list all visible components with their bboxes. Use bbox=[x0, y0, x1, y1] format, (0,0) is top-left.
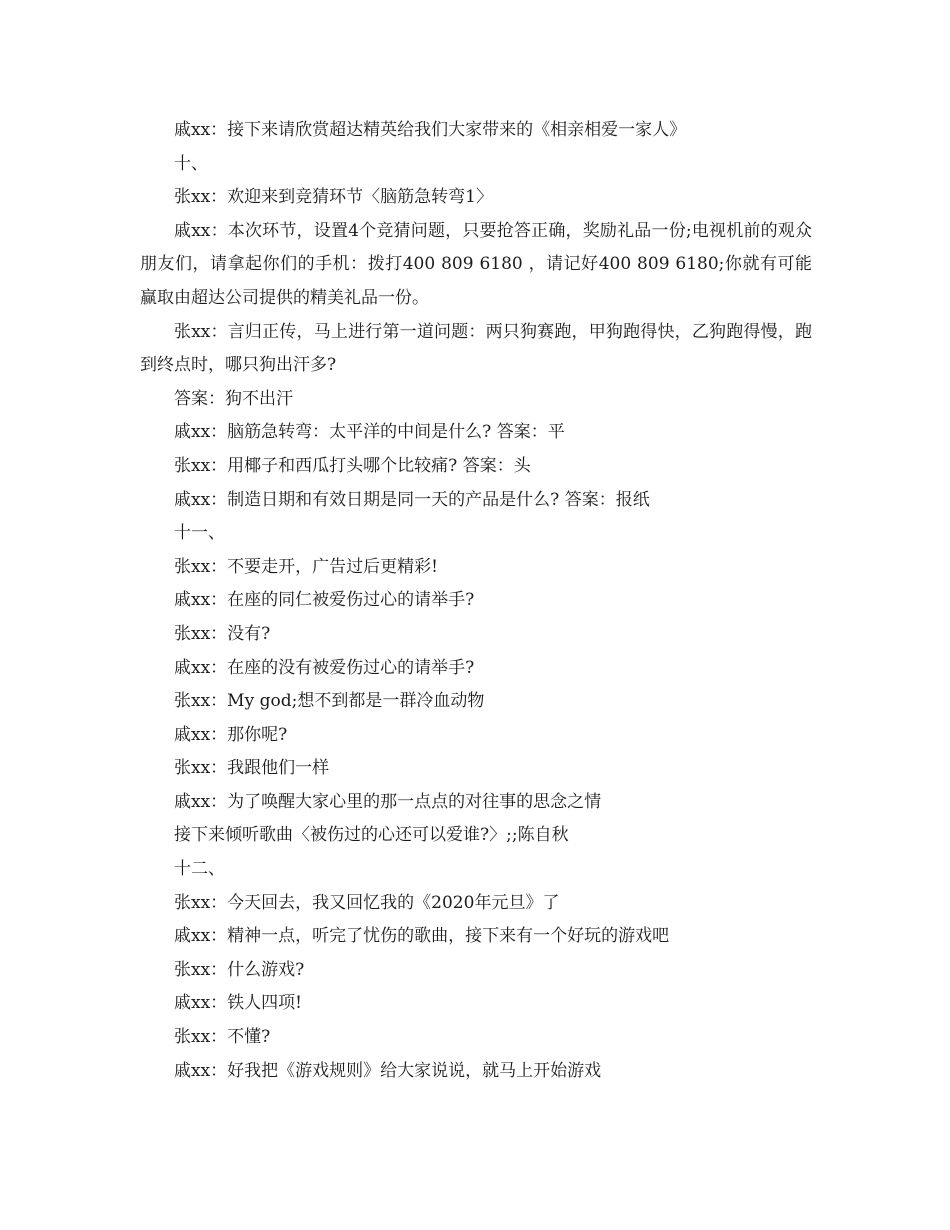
dialogue-line: 戚xx：精神一点，听完了忧伤的歌曲，接下来有一个好玩的游戏吧 bbox=[174, 926, 670, 947]
document-body bbox=[140, 114, 812, 1088]
dialogue-line: 戚xx：接下来请欣赏超达精英给我们大家带来的《相亲相爱一家人》 bbox=[174, 120, 687, 140]
section-heading: 十一、 bbox=[174, 523, 225, 544]
dialogue-line: 张xx：今天回去，我又回忆我的《2020年元旦》了 bbox=[174, 892, 560, 913]
dialogue-line: 戚xx：在座的没有被爱伤过心的请举手? bbox=[174, 657, 475, 678]
section-heading: 十二、 bbox=[174, 859, 225, 880]
dialogue-line: 张xx：My god;想不到都是一群冷血动物 bbox=[174, 691, 485, 712]
dialogue-line: 戚xx：本次环节，设置4个竞猜问题，只要抢答正确，奖励礼品一份;电视机前的观众朋友们，请拿起你们的手机：拨打400 809 6180 ，请记好400 809 6180;你就有可能赢取由超达公司提供的精美礼品一份。 bbox=[140, 220, 812, 308]
narration-line: 接下来倾听歌曲〈被伤过的心还可以爱谁?〉;;陈自秋 bbox=[174, 825, 569, 846]
answer-line: 答案：狗不出汗 bbox=[174, 388, 293, 409]
section-heading: 十、 bbox=[174, 153, 208, 174]
dialogue-line: 张xx：欢迎来到竞猜环节〈脑筋急转弯1〉 bbox=[174, 187, 493, 208]
dialogue-line: 张xx：用椰子和西瓜打头哪个比较痛? 答案：头 bbox=[174, 455, 531, 476]
dialogue-line: 戚xx：好我把《游戏规则》给大家说说，就马上开始游戏 bbox=[174, 1060, 602, 1081]
dialogue-line: 戚xx：在座的同仁被爱伤过心的请举手? bbox=[174, 590, 475, 611]
dialogue-line: 张xx：什么游戏? bbox=[174, 959, 305, 980]
dialogue-line: 戚xx：为了唤醒大家心里的那一点点的对往事的思念之情 bbox=[174, 791, 602, 812]
dialogue-line: 张xx：言归正传，马上进行第一道问题：两只狗赛跑，甲狗跑得快，乙狗跑得慢，跑到终点时，哪只狗出汗多? bbox=[140, 321, 812, 376]
dialogue-line: 戚xx：脑筋急转弯：太平洋的中间是什么? 答案：平 bbox=[174, 422, 565, 443]
dialogue-line: 张xx：不懂? bbox=[174, 1027, 271, 1048]
dialogue-line: 张xx：不要走开，广告过后更精彩! bbox=[174, 556, 439, 577]
dialogue-line: 戚xx：那你呢? bbox=[174, 724, 288, 745]
dialogue-line: 戚xx：制造日期和有效日期是同一天的产品是什么? 答案：报纸 bbox=[174, 489, 650, 510]
dialogue-line: 戚xx：铁人四项! bbox=[174, 993, 303, 1014]
dialogue-line: 张xx：我跟他们一样 bbox=[174, 758, 330, 779]
dialogue-line: 张xx：没有? bbox=[174, 623, 271, 644]
